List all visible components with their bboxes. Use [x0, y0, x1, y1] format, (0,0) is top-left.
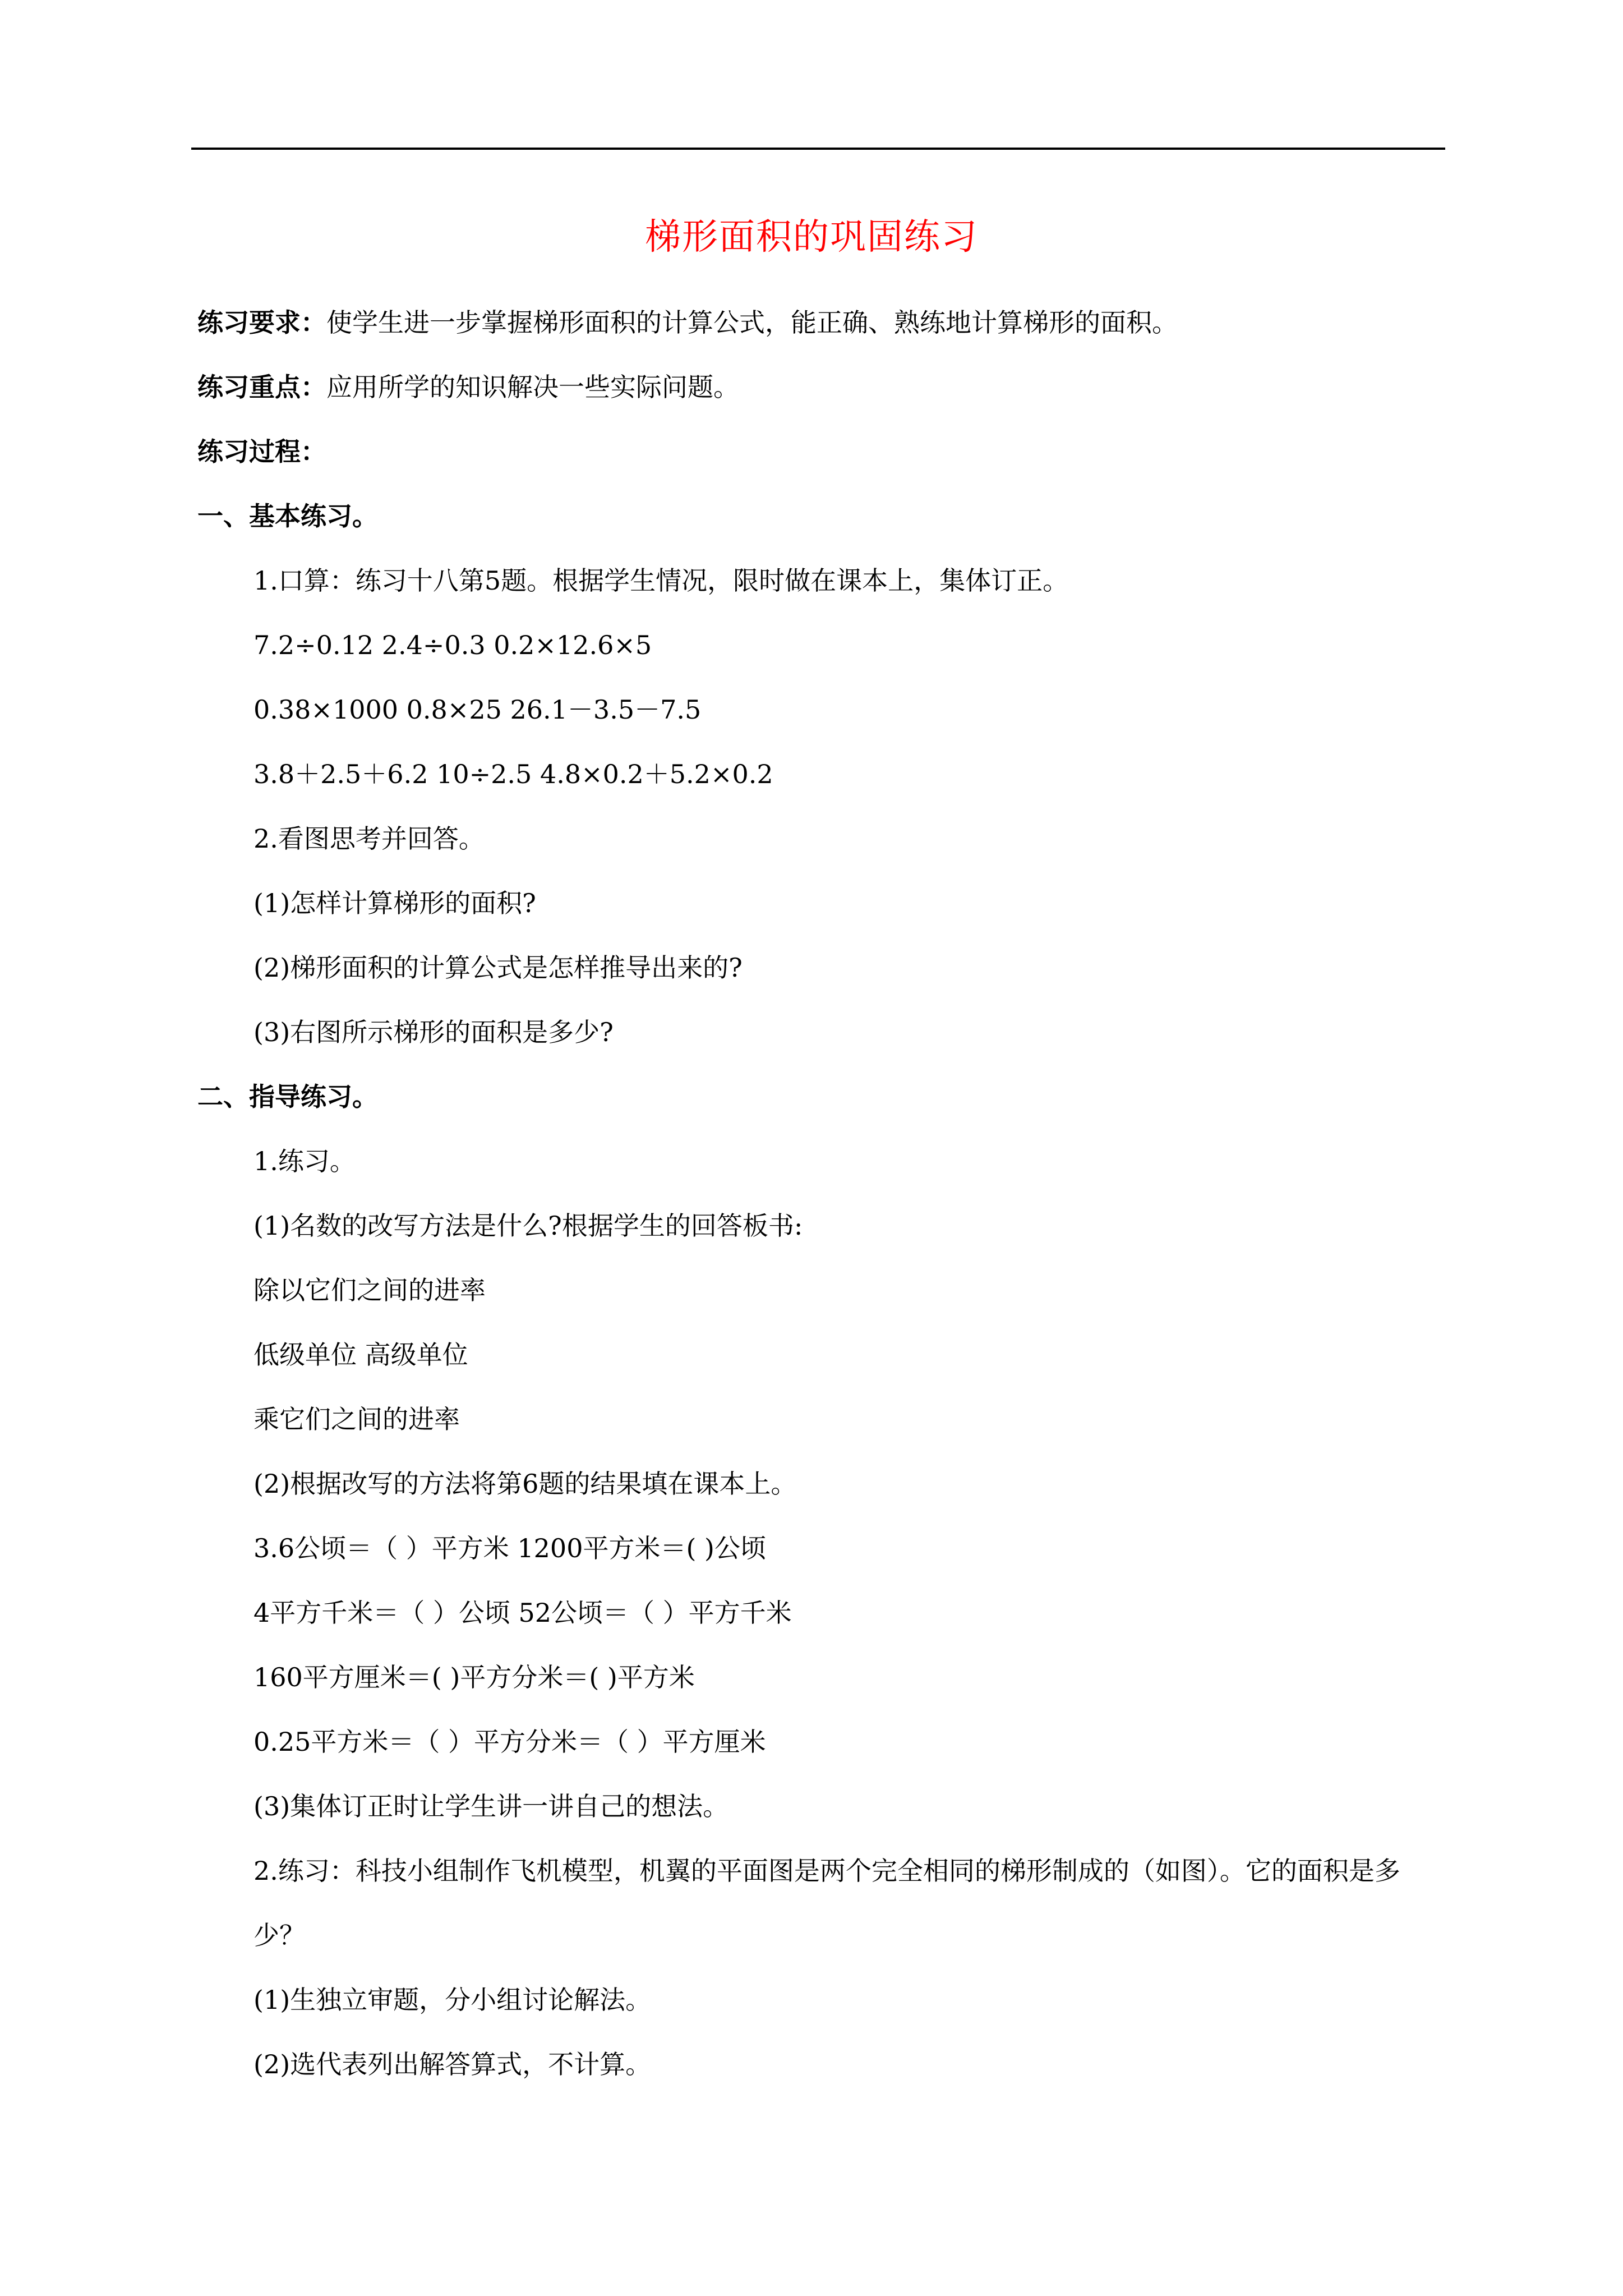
board-line-2: 低级单位 高级单位: [253, 1340, 468, 1370]
focus-text: 应用所学的知识解决一些实际问题。: [326, 372, 739, 402]
requirement-text: 使学生进一步掌握梯形面积的计算公式，能正确、熟练地计算梯形的面积。: [326, 307, 1178, 338]
fill-blank-1: 3.6公顷＝（ ）平方米 1200平方米＝( )公顷: [253, 1533, 766, 1563]
section2-item1: 1.练习。: [253, 1146, 356, 1176]
requirement-label: 练习要求：: [197, 307, 326, 338]
process-heading: 练习过程：: [197, 436, 326, 467]
section2-question-1: (1)名数的改写方法是什么?根据学生的回答板书:: [253, 1211, 803, 1241]
section1-item1: 1.口算：练习十八第5题。根据学生情况，限时做在课本上，集体订正。: [253, 565, 1069, 596]
section1-heading: 一、基本练习。: [197, 501, 378, 531]
board-line-3: 乘它们之间的进率: [253, 1404, 460, 1434]
section2-question-3: (3)集体订正时让学生讲一讲自己的想法。: [253, 1791, 729, 1821]
calc-row-3: 3.8＋2.5＋6.2 10÷2.5 4.8×0.2＋5.2×0.2: [253, 759, 773, 789]
section1-question-2: (2)梯形面积的计算公式是怎样推导出来的?: [253, 953, 743, 983]
calc-row-1: 7.2÷0.12 2.4÷0.3 0.2×12.6×5: [253, 630, 652, 660]
section2-sub-2: (2)选代表列出解答算式，不计算。: [253, 2049, 652, 2079]
fill-blank-3: 160平方厘米＝( )平方分米＝( )平方米: [253, 1662, 695, 1692]
section1-question-1: (1)怎样计算梯形的面积?: [253, 888, 536, 918]
section2-sub-1: (1)生独立审题，分小组讨论解法。: [253, 1985, 652, 2015]
document-body: [197, 291, 1448, 2097]
focus-paragraph: [197, 355, 1448, 420]
section2-question-2: (2)根据改写的方法将第6题的结果填在课本上。: [253, 1469, 797, 1499]
section2-item2: 2.练习：科技小组制作飞机模型，机翼的平面图是两个完全相同的梯形制成的（如图）。它的面积是多少？: [253, 1856, 1400, 1950]
board-line-1: 除以它们之间的进率: [253, 1275, 486, 1305]
fill-blank-2: 4平方千米＝（ ）公顷 52公顷＝（ ）平方千米: [253, 1598, 792, 1628]
fill-blank-4: 0.25平方米＝（ ）平方分米＝（ ）平方厘米: [253, 1727, 766, 1757]
requirement-paragraph: [197, 291, 1448, 355]
calc-row-2: 0.38×1000 0.8×25 26.1－3.5－7.5: [253, 694, 702, 725]
header-rule: [191, 148, 1445, 150]
section1-question-3: (3)右图所示梯形的面积是多少?: [253, 1017, 614, 1047]
focus-label: 练习重点：: [197, 372, 326, 402]
page-title: 梯形面积的巩固练习: [645, 217, 978, 258]
section1-item2: 2.看图思考并回答。: [253, 823, 485, 854]
section2-heading: 二、指导练习。: [197, 1082, 378, 1112]
